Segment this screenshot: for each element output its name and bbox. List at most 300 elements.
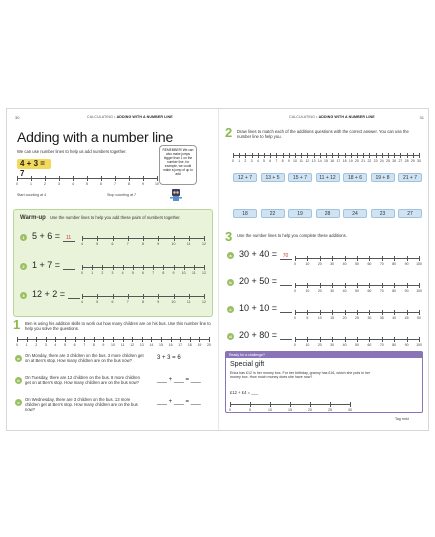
number-line-tick <box>36 337 37 342</box>
number-line-label: 2 <box>44 182 46 186</box>
warmup-number-line-2 <box>82 263 204 277</box>
number-line-label: 16 <box>330 159 335 163</box>
number-line-label: 50 <box>417 316 421 320</box>
number-line-label: 25 <box>355 316 359 320</box>
task-3c-number-line <box>295 308 419 322</box>
number-line-tick <box>295 337 296 342</box>
number-line-tick <box>65 337 66 342</box>
number-line-tick <box>184 265 185 270</box>
number-line-label: 18 <box>342 159 347 163</box>
number-line-label: 30 <box>417 159 421 163</box>
header-right: CALCULATING • ADDING WITH A NUMBER LINE <box>289 115 375 119</box>
warmup-eq-3: 12 + 2 = <box>32 289 80 299</box>
number-line-tick <box>413 153 414 158</box>
number-line-label: 40 <box>392 316 397 320</box>
number-line-tick <box>17 337 18 342</box>
example-number-line <box>17 174 157 188</box>
number-line-label: 1 <box>30 182 32 186</box>
number-line-label: 0 <box>16 182 18 186</box>
number-line-tick <box>419 256 420 261</box>
number-line-label: 19 <box>348 159 353 163</box>
number-line-label: 5 <box>249 408 251 412</box>
answer-tag[interactable]: 18 <box>233 209 257 218</box>
number-line-tick <box>128 236 129 241</box>
number-line-label: 12 <box>202 242 206 246</box>
number-line-label: 1 <box>25 343 28 347</box>
number-line-label: 8 <box>281 159 284 163</box>
number-line-tick <box>369 256 370 261</box>
number-line-label: 11 <box>299 159 304 163</box>
question-tag[interactable]: 13 + 5 <box>261 173 285 182</box>
number-line-tick <box>330 402 331 407</box>
question-tag[interactable]: 11 + 12 <box>316 173 340 182</box>
task-1c-equation[interactable]: ___ + ___ = ___ <box>157 399 201 405</box>
number-line-tick <box>357 283 358 288</box>
number-line-tick <box>189 294 190 299</box>
challenge-number-line <box>230 400 350 414</box>
number-line-label: 80 <box>392 343 397 347</box>
number-line-label: 5 <box>64 343 66 347</box>
number-line-label: 7 <box>83 343 86 347</box>
number-line-tick <box>419 153 420 158</box>
number-line-label: 10 <box>181 271 186 275</box>
number-line-label: 90 <box>404 343 409 347</box>
number-line-label: 80 <box>392 289 397 293</box>
number-line-tick <box>157 176 158 181</box>
number-line-label: 15 <box>288 408 292 412</box>
task-1b-text: On Tuesday, there are 12 children on the bus. 8 more children get on at Ben's stop. How many children are on the bus now? <box>25 375 140 386</box>
number-line-label: 28 <box>404 159 409 163</box>
number-line-label: 7 <box>275 159 278 163</box>
number-line-label: 20 <box>317 289 322 293</box>
number-line-label: 12 <box>202 271 206 275</box>
number-line-label: 0 <box>294 343 296 347</box>
number-line-label: 10 <box>268 408 272 412</box>
remember-callout: REMEMBER! We can also make jumps bigger than 1 on the number line, for example, we could make a jump of up to add <box>159 145 197 185</box>
number-line-tick <box>199 337 200 342</box>
number-line-tick <box>174 236 175 241</box>
challenge-text: Erica has £12 in her money box. For her birthday, granny has £16, which she puts in her money box. How much money does she have now? <box>230 371 371 380</box>
answer-tag[interactable]: 23 <box>371 209 395 218</box>
number-line-tick <box>345 153 346 158</box>
task-3d-eq: 20 + 80 = <box>239 330 292 340</box>
number-line-tick <box>102 265 103 270</box>
number-line-tick <box>204 265 205 270</box>
number-line-tick <box>250 402 251 407</box>
number-line-label: 40 <box>342 289 347 293</box>
number-line-tick <box>258 153 259 158</box>
number-line-tick <box>394 310 395 315</box>
number-line-tick <box>143 294 144 299</box>
number-line-label: 10 <box>305 289 310 293</box>
number-line-label: 30 <box>330 262 335 266</box>
number-line-tick <box>82 265 83 270</box>
number-line-tick <box>394 153 395 158</box>
task-1b-equation[interactable]: ___ + ___ = ___ <box>157 377 201 383</box>
task-1a-bullet: a <box>15 355 22 362</box>
number-line-tick <box>407 310 408 315</box>
challenge-panel <box>225 351 423 413</box>
number-line-label: 13 <box>139 343 144 347</box>
number-line-label: 6 <box>142 271 144 275</box>
number-line-label: 100 <box>416 262 422 266</box>
number-line-tick <box>407 153 408 158</box>
number-line-label: 16 <box>168 343 173 347</box>
number-line-label: 8 <box>142 300 144 304</box>
number-line-tick <box>295 310 296 315</box>
number-line-label: 14 <box>149 343 154 347</box>
number-line-tick <box>350 402 351 407</box>
number-line-tick <box>270 402 271 407</box>
task-3c-eq: 10 + 10 = <box>239 303 292 313</box>
warmup-title: Warm-up <box>20 215 46 221</box>
task-1b-bullet: b <box>15 377 22 384</box>
number-line-tick <box>143 236 144 241</box>
task-1a-equation[interactable]: 3 + 3 = 6 <box>157 355 181 361</box>
task-3d-number-line <box>294 335 422 349</box>
number-line-label: 0 <box>81 271 83 275</box>
warmup-answer-1[interactable]: 11 <box>63 235 75 242</box>
number-line-label: 5 <box>96 242 99 246</box>
number-line-label: 24 <box>379 159 384 163</box>
number-line-tick <box>419 283 420 288</box>
number-line-tick <box>388 153 389 158</box>
number-line-label: 17 <box>178 343 183 347</box>
number-line-label: 0 <box>232 159 234 163</box>
header-left: CALCULATING • ADDING WITH A NUMBER LINE <box>87 115 173 119</box>
warmup-answer-2[interactable] <box>63 263 75 270</box>
number-line-label: 100 <box>416 289 422 293</box>
number-line-label: 9 <box>172 271 175 275</box>
task-1a-text: On Monday, there are 3 children on the bus. 3 more children get on at Ben's stop. How many children are on the bus now? <box>25 353 144 364</box>
left-page <box>7 109 218 430</box>
number-line-label: 4 <box>81 300 83 304</box>
number-line-tick <box>252 153 253 158</box>
number-line-label: 0 <box>229 408 231 412</box>
number-line-label: 20 <box>207 343 211 347</box>
number-line-tick <box>382 153 383 158</box>
number-line-label: 2 <box>35 343 38 347</box>
number-line-tick <box>320 153 321 158</box>
number-line-label: 2 <box>101 271 104 275</box>
warmup-answer-3[interactable] <box>68 292 80 299</box>
number-line-label: 10 <box>155 182 159 186</box>
number-line-tick <box>97 236 98 241</box>
number-line-tick <box>310 402 311 407</box>
page-number-left: 30 <box>15 115 20 120</box>
robot-icon <box>169 187 183 203</box>
number-line-tick <box>84 337 85 342</box>
number-line-label: 80 <box>392 262 397 266</box>
number-line-label: 14 <box>317 159 322 163</box>
task-3-text: Use the number lines to help you complete these additions. <box>237 233 347 238</box>
number-line-label: 4 <box>54 343 57 347</box>
number-line-label: 22 <box>367 159 372 163</box>
question-tag[interactable]: 15 + 7 <box>288 173 312 182</box>
number-line-label: 3 <box>44 343 47 347</box>
number-line-label: 9 <box>142 182 144 186</box>
number-line-tick <box>245 153 246 158</box>
number-line-label: 4 <box>256 159 259 163</box>
number-line-tick <box>75 337 76 342</box>
number-line-tick <box>151 337 152 342</box>
number-line-tick <box>174 265 175 270</box>
number-line-tick <box>320 337 321 342</box>
number-line-label: 60 <box>367 262 372 266</box>
task-1-number: 1 <box>13 317 21 332</box>
number-line-tick <box>204 236 205 241</box>
number-line-label: 0 <box>294 262 296 266</box>
number-line-tick <box>295 256 296 261</box>
number-line-label: 10 <box>317 316 322 320</box>
number-line-tick <box>209 337 210 342</box>
task-3b-answer[interactable] <box>280 279 292 286</box>
number-line-tick <box>142 337 143 342</box>
number-line-tick <box>82 236 83 241</box>
number-line-tick <box>123 337 124 342</box>
number-line-label: 40 <box>342 343 347 347</box>
number-line-label: 5 <box>96 300 99 304</box>
number-line-tick <box>194 265 195 270</box>
number-line-label: 25 <box>386 159 390 163</box>
number-line-tick <box>407 283 408 288</box>
number-line-tick <box>233 153 234 158</box>
number-line-tick <box>382 310 383 315</box>
number-line-tick <box>320 310 321 315</box>
number-line-label: 70 <box>379 262 384 266</box>
number-line-tick <box>376 153 377 158</box>
number-line-label: 50 <box>355 262 359 266</box>
number-line-tick <box>382 283 383 288</box>
number-line-label: 11 <box>192 271 196 275</box>
number-line-tick <box>204 294 205 299</box>
number-line-tick <box>394 256 395 261</box>
number-line-tick <box>369 310 370 315</box>
question-tag[interactable]: 21 + 7 <box>398 173 422 182</box>
task-3a-bullet: a <box>227 252 234 259</box>
number-line-label: 1 <box>91 271 94 275</box>
number-line-tick <box>103 337 104 342</box>
number-line-tick <box>174 294 175 299</box>
number-line-label: 8 <box>162 271 165 275</box>
number-line-tick <box>332 310 333 315</box>
number-line-label: 9 <box>157 300 160 304</box>
number-line-label: 30 <box>367 316 372 320</box>
question-tag[interactable]: 19 + 8 <box>371 173 395 182</box>
number-line-tick <box>369 337 370 342</box>
task-1-number-line <box>17 335 209 349</box>
book-spread <box>6 108 429 431</box>
number-line-tick <box>73 176 74 181</box>
number-line-tick <box>113 265 114 270</box>
number-line-label: 20 <box>317 343 322 347</box>
number-line-label: 10 <box>171 242 176 246</box>
number-line-label: 26 <box>392 159 397 163</box>
number-line-label: 4 <box>72 182 74 186</box>
number-line-tick <box>357 153 358 158</box>
task-1-text: Ben is using his addition skills to work out how many children are on his bus. Use this number line to help you solve the questions. <box>25 321 211 332</box>
number-line-tick <box>239 153 240 158</box>
number-line-label: 5 <box>306 316 309 320</box>
number-line-label: 70 <box>379 289 384 293</box>
number-line-label: 5 <box>263 159 265 163</box>
task-3a-answer[interactable]: 70 <box>280 253 292 260</box>
number-line-label: 3 <box>250 159 253 163</box>
answer-tag[interactable]: 24 <box>343 209 367 218</box>
number-line-label: 11 <box>120 343 125 347</box>
number-line-label: 2 <box>244 159 247 163</box>
number-line-label: 12 <box>130 343 135 347</box>
number-line-label: 35 <box>379 316 384 320</box>
number-line-tick <box>314 153 315 158</box>
task-3b-number-line <box>294 281 422 295</box>
number-line-label: 6 <box>111 300 114 304</box>
number-line-label: 15 <box>324 159 328 163</box>
number-line-label: 6 <box>111 242 114 246</box>
number-line-tick <box>115 176 116 181</box>
number-line-tick <box>326 153 327 158</box>
task-3a-eq: 30 + 40 = 70 <box>239 249 292 260</box>
number-line-tick <box>290 402 291 407</box>
number-line-label: 5 <box>86 182 88 186</box>
number-line-tick <box>158 294 159 299</box>
number-line-tick <box>345 283 346 288</box>
answer-tag[interactable]: 19 <box>288 209 312 218</box>
footer-tag: Tag rmkt <box>395 417 409 421</box>
number-line-tick <box>307 337 308 342</box>
number-line-label: 21 <box>361 159 366 163</box>
number-line-label: 3 <box>58 182 60 186</box>
number-line-tick <box>230 402 231 407</box>
number-line-label: 29 <box>410 159 415 163</box>
answer-tag[interactable]: 22 <box>261 209 285 218</box>
number-line-tick <box>82 294 83 299</box>
number-line-label: 30 <box>348 408 352 412</box>
number-line-tick <box>189 236 190 241</box>
number-line-tick <box>264 153 265 158</box>
number-line-tick <box>394 283 395 288</box>
number-line-label: 3 <box>111 271 114 275</box>
number-line-tick <box>369 153 370 158</box>
number-line-label: 9 <box>102 343 105 347</box>
number-line-label: 20 <box>355 159 359 163</box>
number-line-label: 45 <box>404 316 409 320</box>
number-line-tick <box>143 176 144 181</box>
task-1c-text: On Wednesday, there are 3 children on the bus. 13 more children get at Ben's stop. How many children are on the bus now? <box>25 397 138 413</box>
task-3b-eq: 20 + 50 = <box>239 276 292 286</box>
number-line-tick <box>163 265 164 270</box>
number-line-tick <box>276 153 277 158</box>
number-line-tick <box>27 337 28 342</box>
number-line-tick <box>332 256 333 261</box>
number-line-tick <box>400 153 401 158</box>
number-line-tick <box>113 337 114 342</box>
number-line-label: 19 <box>197 343 202 347</box>
number-line-label: 6 <box>100 182 102 186</box>
number-line-tick <box>351 153 352 158</box>
number-line-label: 8 <box>92 343 95 347</box>
number-line-label: 100 <box>416 343 422 347</box>
task-3c-answer[interactable] <box>280 306 292 313</box>
number-line-tick <box>123 265 124 270</box>
page-number-right: 31 <box>419 115 424 120</box>
number-line-label: 18 <box>187 343 192 347</box>
number-line-label: 8 <box>142 242 144 246</box>
number-line-tick <box>113 294 114 299</box>
question-tag[interactable]: 12 + 7 <box>233 173 257 182</box>
number-line-tick <box>295 153 296 158</box>
number-line-label: 12 <box>305 159 310 163</box>
number-line-tick <box>357 256 358 261</box>
right-page <box>219 109 430 430</box>
number-line-label: 60 <box>367 289 372 293</box>
number-line-tick <box>320 283 321 288</box>
number-line-label: 6 <box>269 159 272 163</box>
number-line-tick <box>345 337 346 342</box>
number-line-tick <box>59 176 60 181</box>
number-line-label: 50 <box>355 343 359 347</box>
number-line-tick <box>394 337 395 342</box>
number-line-label: 7 <box>126 300 129 304</box>
answer-tag[interactable]: 27 <box>398 209 422 218</box>
number-line-tick <box>419 337 420 342</box>
number-line-label: 0 <box>16 343 18 347</box>
number-line-label: 90 <box>404 262 409 266</box>
number-line-tick <box>31 176 32 181</box>
number-line-tick <box>153 265 154 270</box>
number-line-label: 20 <box>308 408 312 412</box>
number-line-label: 0 <box>294 289 296 293</box>
number-line-tick <box>45 176 46 181</box>
task-2-text: Draw lines to match each of the additions questions with the correct answer. You can use the number line to help you. <box>237 129 409 140</box>
question-tag[interactable]: 18 + 6 <box>343 173 367 182</box>
number-line-label: 11 <box>186 300 191 304</box>
number-line-label: 5 <box>131 271 134 275</box>
number-line-label: 10 <box>305 343 310 347</box>
number-line-label: 20 <box>342 316 347 320</box>
task-1c-bullet: c <box>15 399 22 406</box>
number-line-tick <box>301 153 302 158</box>
number-line-tick <box>332 153 333 158</box>
number-line-label: 23 <box>373 159 378 163</box>
number-line-label: 10 <box>111 343 115 347</box>
number-line-label: 9 <box>157 242 160 246</box>
number-line-label: 8 <box>128 182 130 186</box>
number-line-tick <box>129 176 130 181</box>
number-line-label: 90 <box>404 289 409 293</box>
number-line-label: 9 <box>287 159 290 163</box>
task-3c-bullet: c <box>227 306 234 313</box>
warmup-number-line-3 <box>82 292 204 306</box>
challenge-header: Ready for a challenge? <box>226 352 422 358</box>
number-line-tick <box>382 337 383 342</box>
task-3d-answer[interactable] <box>280 333 292 340</box>
number-line-label: 10 <box>171 300 176 304</box>
number-line-tick <box>87 176 88 181</box>
stop-note: Stop counting at 7 <box>107 193 136 197</box>
number-line-tick <box>92 265 93 270</box>
number-line-tick <box>94 337 95 342</box>
number-line-label: 15 <box>330 316 335 320</box>
number-line-tick <box>101 176 102 181</box>
number-line-label: 10 <box>305 262 310 266</box>
number-line-tick <box>407 337 408 342</box>
number-line-tick <box>143 265 144 270</box>
answer-tag[interactable]: 28 <box>316 209 340 218</box>
challenge-equation[interactable]: £12 + £4 = ___ <box>230 390 259 395</box>
number-line-tick <box>270 153 271 158</box>
number-line-tick <box>357 310 358 315</box>
